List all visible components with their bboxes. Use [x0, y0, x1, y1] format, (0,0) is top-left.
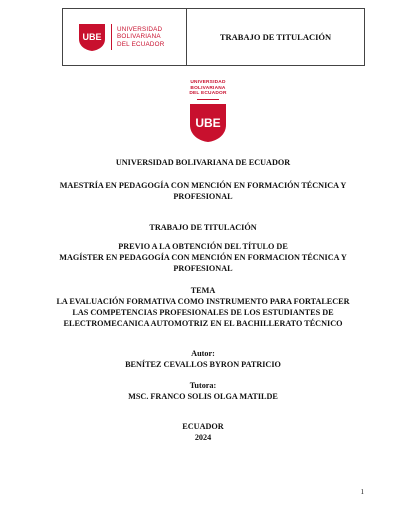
logo-mark-text: UBE [82, 32, 102, 42]
crest-divider [197, 99, 219, 100]
tema-label: TEMA [190, 286, 216, 295]
header-logo-cell [63, 9, 187, 65]
tutora-name: MSC. FRANCO SOLIS OLGA MATILDE [128, 392, 278, 401]
work-type: TRABAJO DE TITULACIÓN [149, 223, 257, 232]
logo-wordmark [117, 26, 164, 49]
crest-word-2: BOLIVARIANA [190, 85, 226, 91]
tema-line-2: LAS COMPETENCIAS PROFESIONALES DE LOS ESTUDIANTES DE [72, 308, 334, 317]
year: 2024 [194, 433, 212, 442]
crest-word-3: DEL ECUADOR [189, 91, 227, 97]
page-number: 1 [360, 488, 364, 496]
previo-line-1: PREVIO A LA OBTENCIÓN DEL TÍTULO DE [118, 242, 288, 251]
country: ECUADOR [182, 422, 224, 431]
logo-word-2: BOLIVARIANA [117, 33, 161, 41]
university-crest [183, 80, 233, 150]
tema-line-1: LA EVALUACIÓN FORMATIVA COMO INSTRUMENTO PARA FORTALECER [56, 297, 350, 306]
university-name: UNIVERSIDAD BOLIVARIANA DE ECUADOR [115, 158, 291, 167]
ube-shield-logo-icon [77, 22, 107, 52]
logo-word-3: DEL ECUADOR [117, 40, 165, 48]
tema-line-3: ELECTROMECANICA AUTOMOTRIZ EN EL BACHILLERATO TÉCNICO [63, 319, 343, 328]
tutora-label: Tutora: [189, 381, 217, 390]
previo-line-3: PROFESIONAL [173, 264, 233, 273]
program-line-1: MAESTRÍA EN PEDAGOGÍA CON MENCIÓN EN FORMACIÓN TÉCNICA Y [59, 181, 347, 190]
crest-mark-text: UBE [195, 115, 221, 130]
header-table [62, 8, 365, 66]
logo-word-1: UNIVERSIDAD [117, 25, 163, 33]
previo-line-2: MAGÍSTER EN PEDAGOGÍA CON MENCIÓN EN FORMACION TÉCNICA Y [59, 253, 347, 262]
autor-label: Autor: [191, 349, 215, 358]
header-title: TRABAJO DE TITULACIÓN [219, 32, 332, 42]
crest-wordmark [189, 80, 226, 97]
crest-shield-icon [189, 103, 227, 143]
logo-divider [111, 24, 112, 50]
crest-word-1: UNIVERSIDAD [190, 80, 226, 85]
program-line-2: PROFESIONAL [173, 192, 233, 201]
autor-name: BENÍTEZ CEVALLOS BYRON PATRICIO [125, 360, 281, 369]
